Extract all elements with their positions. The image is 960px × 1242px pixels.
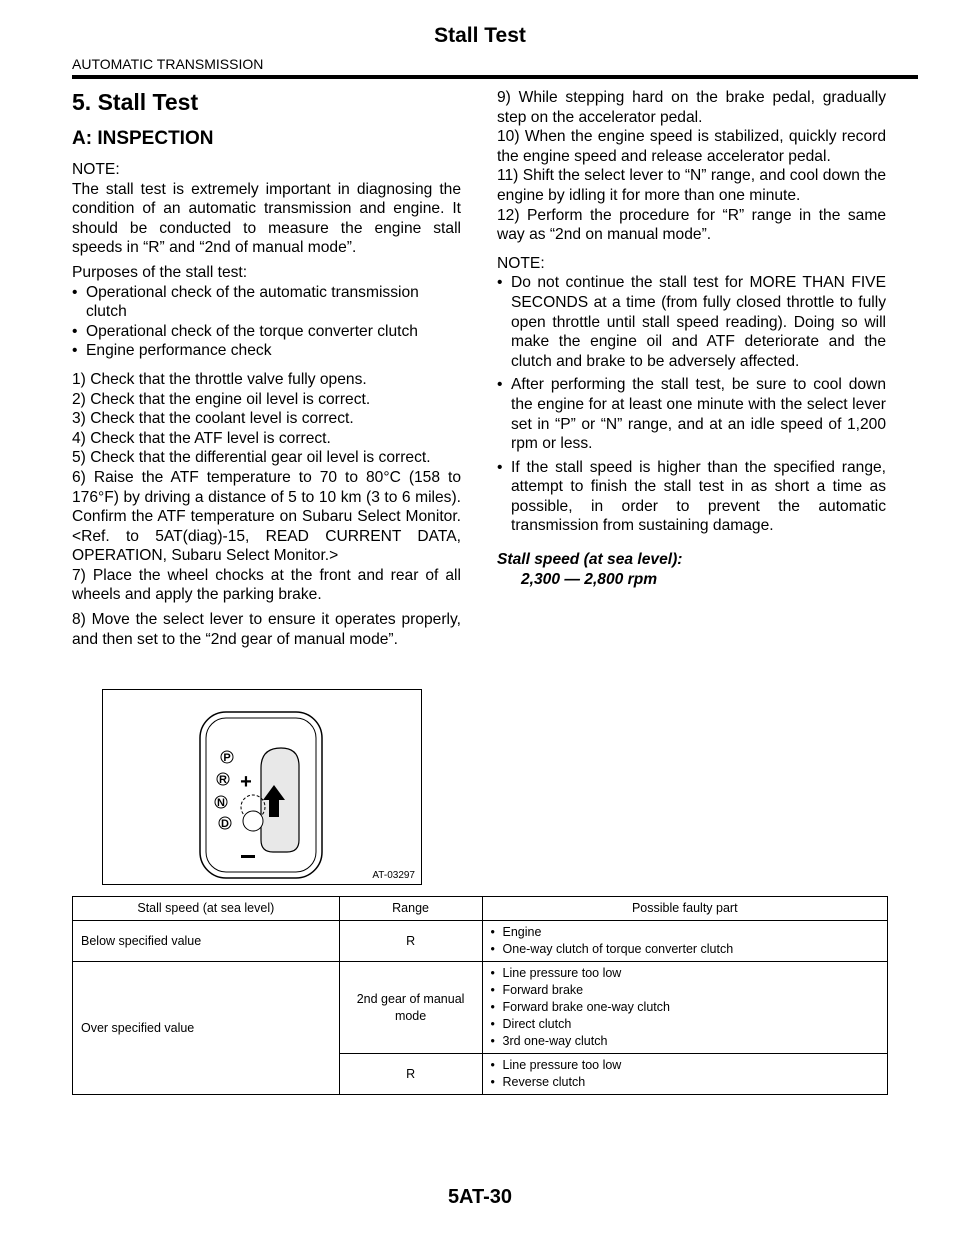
header-rule	[72, 75, 918, 79]
table-cell: R	[339, 921, 482, 962]
spec-value: 2,300 — 2,800 rpm	[521, 570, 658, 588]
table-cell: • Line pressure too low • Reverse clutch	[482, 1054, 887, 1095]
gear-n: N	[217, 797, 225, 809]
page-number: 5AT-30	[447, 1186, 513, 1208]
note-label: NOTE:	[497, 254, 545, 272]
gear-letters	[215, 751, 233, 830]
page-title: Stall Test	[434, 24, 526, 47]
shift-lever-figure	[102, 689, 422, 885]
step: 9) While stepping hard on the brake pedal, gradually step on the accelerator pedal.	[497, 89, 886, 126]
step: 1) Check that the throttle valve fully opens.	[72, 370, 367, 388]
shift-gate-illustration	[103, 690, 421, 884]
subsection-heading: A: INSPECTION	[72, 128, 214, 149]
step: 11) Shift the select lever to “N” range, and cool down the engine by idling it for more than one minute.	[497, 167, 886, 204]
table-cell: 2nd gear of manual mode	[339, 962, 482, 1054]
section-name: AUTOMATIC TRANSMISSION	[72, 56, 264, 72]
gear-r: R	[219, 774, 227, 786]
right-column	[497, 88, 886, 589]
table-cell: Below specified value	[73, 921, 340, 962]
table-header: Range	[339, 897, 482, 921]
table-cell: Over specified value	[73, 962, 340, 1095]
note-item: • If the stall speed is higher than the specified range, attempt to finish the stall test in as short a time as possible, in order to prevent the automatic transmission from sustaining damage.	[497, 458, 886, 535]
step: 7) Place the wheel chocks at the front and rear of all wheels and apply the parking brake.	[72, 566, 461, 604]
table-row	[73, 962, 888, 1054]
step: 5) Check that the differential gear oil level is correct.	[72, 449, 431, 467]
purposes-intro: Purposes of the stall test:	[72, 263, 248, 281]
table-header: Possible faulty part	[482, 897, 887, 921]
table-row	[73, 921, 888, 962]
figure-label: AT-03297	[372, 870, 415, 881]
note-item: • After performing the stall test, be sure to cool down the engine for at least one minute with the select lever set in “P” or “N” range, and at an idle speed of 1,200 rpm or less.	[497, 376, 886, 453]
step: 6) Raise the ATF temperature to 70 to 80°C (158 to 176°F) by driving a distance of 5 to 10 km (3 to 6 miles). Confirm the ATF temperature on Subaru Select Monitor. <Ref. to 5AT(diag)-15, READ CURRENT DATA, OPERATION, Subaru Select Monitor.>	[72, 468, 461, 565]
step: 8) Move the select lever to ensure it operates properly, and then set to the “2nd gear of manual mode”.	[72, 611, 461, 648]
table-cell: • Engine • One-way clutch of torque converter clutch	[482, 921, 887, 962]
table-header-row	[73, 897, 888, 921]
step: 3) Check that the coolant level is correct.	[72, 410, 354, 428]
minus-icon	[241, 855, 255, 858]
table-cell: • Line pressure too low • Forward brake • Forward brake one-way clutch • Direct clutch • 3rd one-way clutch	[482, 962, 887, 1054]
spec-label: Stall speed (at sea level):	[497, 551, 683, 569]
section-heading: 5. Stall Test	[72, 89, 199, 115]
step: 4) Check that the ATF level is correct.	[72, 429, 331, 447]
table-header: Stall speed (at sea level)	[73, 897, 340, 921]
note-text: The stall test is extremely important in diagnosing the condition of an automatic transmission and engine. It should be conducted to measure the engine stall speeds in “R” and “2nd of manual mode”.	[72, 180, 461, 257]
table-cell: R	[339, 1054, 482, 1095]
note-label: NOTE:	[72, 161, 120, 178]
plus-icon: +	[240, 771, 252, 793]
step: 12) Perform the procedure for “R” range in the same way as “2nd on manual mode”.	[497, 206, 886, 244]
step: 2) Check that the engine oil level is correct.	[72, 390, 371, 408]
purpose-item: • Engine performance check	[72, 342, 272, 360]
left-column	[72, 88, 461, 654]
step: 10) When the engine speed is stabilized, quickly record the engine speed and release accelerator pedal.	[497, 128, 886, 165]
purpose-item: • Operational check of the torque converter clutch	[72, 322, 418, 340]
gear-p: P	[223, 752, 231, 764]
stall-speed-table	[72, 896, 888, 1095]
purpose-item: • Operational check of the automatic transmission clutch	[72, 283, 419, 321]
gear-d: D	[221, 818, 229, 830]
note-item: • Do not continue the stall test for MORE THAN FIVE SECONDS at a time (from fully closed throttle to fully open throttle until stall speed reading). Doing so will make the engine oil and ATF deteriorate and the clutch and brake to be adversely affected.	[497, 274, 886, 370]
